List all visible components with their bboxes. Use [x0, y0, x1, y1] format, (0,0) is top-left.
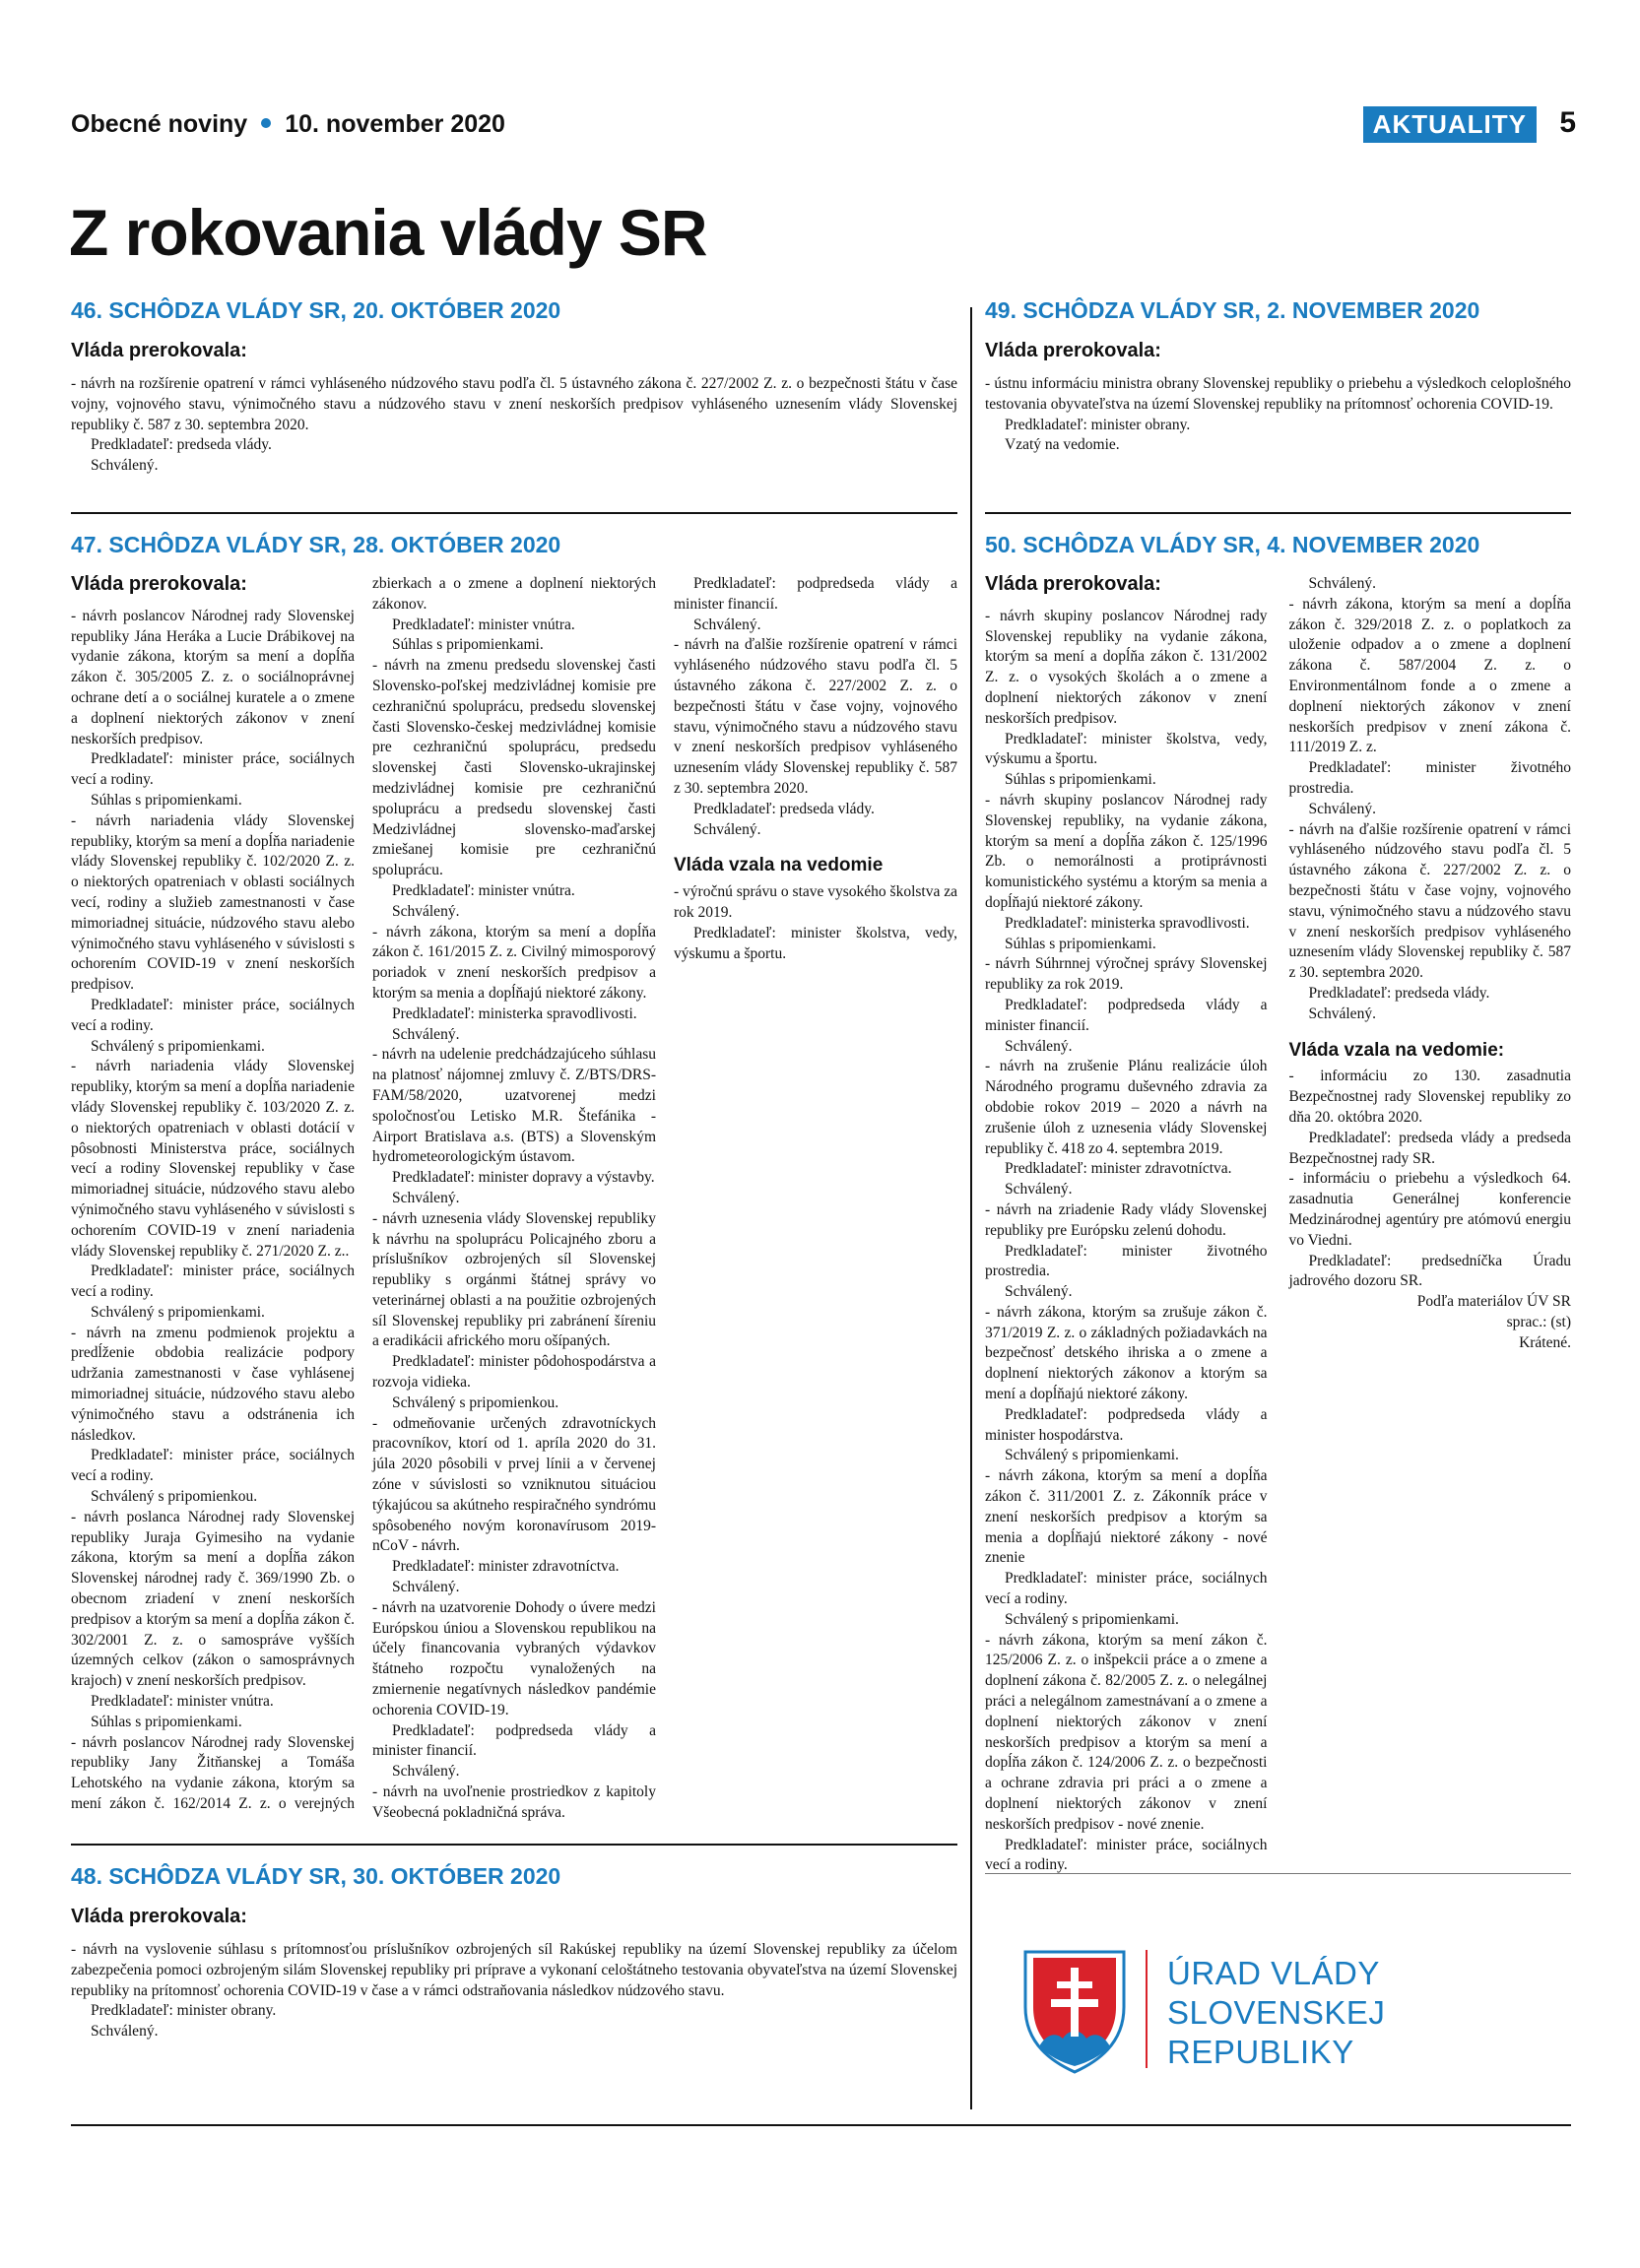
- session-text-noted: [1289, 1067, 1572, 1292]
- text-paragraph: sprac.: (st): [1506, 1313, 1571, 1330]
- subheading: Vláda prerokovala:: [985, 573, 1161, 595]
- divider: [71, 1844, 957, 1846]
- text-paragraph: - návrh Súhrnnej výročnej správy Slovenskej republiky za rok 2019.: [985, 955, 1268, 994]
- slovak-coat-of-arms-icon: [1019, 1948, 1130, 2074]
- session-text: [71, 374, 957, 477]
- text-paragraph: Schválený.: [392, 1189, 460, 1206]
- text-paragraph: Predkladateľ: minister práce, sociálnych vecí a rodiny.: [71, 996, 355, 1034]
- text-paragraph: Predkladateľ: ministerka spravodlivosti.: [1005, 914, 1250, 932]
- text-paragraph: Súhlas s pripomienkami.: [1005, 935, 1156, 952]
- text-paragraph: Predkladateľ: minister zdravotníctva.: [392, 1558, 620, 1576]
- text-paragraph: - návrh na zmenu predsedu slovenskej časti Slovensko-poľskej medzivládnej komisie pre cezhraničnú spoluprácu, predsedu slovenskej časti Slovensko-českej medzivládnej komisie pre cezhraničnú spoluprácu, predsedu slovenskej časti Slovensko-ukrajinskej medzivládnej komisie pre cezhraničnú spoluprácu a predsedu slovenskej časti Medzivládnej slovensko-maďarskej zmiešanej komisie pre cezhraničnú spoluprácu.: [372, 657, 656, 879]
- text-paragraph: - návrh na ďalšie rozšírenie opatrení v rámci vyhláseného núdzového stavu podľa čl. 5 ústavného zákona č. 227/2002 Z. z. o bezpečnosti štátu v čase vojny, vojnového stavu, výnimočného stavu a núdzového stavu v znení neskorších predpisov vyhláseného uznesením vlády Slovenskej republiky č. 587 z 30. septembra 2020.: [674, 636, 957, 797]
- session-text: [71, 574, 957, 1845]
- page-number: 5: [1559, 106, 1576, 139]
- text-paragraph: Predkladateľ: minister dopravy a výstavby.: [392, 1169, 655, 1187]
- text-paragraph: - návrh na zrušenie Plánu realizácie úloh Národného programu duševného zdravia za obdobie rokov 2019 – 2020 a návrh na zrušenie úloh z uznesenia vlády Slovenskej republiky č. 418 zo 4. septembra 2019.: [985, 1058, 1268, 1157]
- text-paragraph: - návrh na uvoľnenie prostriedkov z kapitoly Všeobecná pokladničná správa.: [372, 1783, 656, 1821]
- text-paragraph: - návrh uznesenia vlády Slovenskej republiky k návrhu na spoluprácu Policajného zboru a príslušníkov ozbrojených síl Slovenskej republiky s orgánmi štátnej správy vo veterinárnej oblasti a na použitie ozbrojených síl Slovenskej republiky pri zabránení šíreniu a eradikácii afrického moru ošípaných.: [372, 1209, 656, 1350]
- text-paragraph: Predkladateľ: minister školstva, vedy, výskumu a športu.: [985, 730, 1268, 768]
- text-paragraph: Predkladateľ: minister práce, sociálnych vecí a rodiny.: [985, 1570, 1268, 1608]
- subheading: Vláda prerokovala:: [71, 340, 247, 361]
- text-paragraph: Predkladateľ: minister vnútra.: [392, 616, 575, 633]
- session-50: [985, 532, 1571, 1884]
- text-paragraph: Schválený.: [1005, 1181, 1073, 1199]
- text-paragraph: - návrh zákona, ktorým sa zrušuje zákon č. 371/2019 Z. z. o základných požiadavkách na bezpečnosť detského ihriska a o zmene a doplnení niektorých zákonov a ktorým sa mení a dopĺňajú niektoré zákony.: [985, 1303, 1268, 1403]
- text-paragraph: Schválený s pripomienkou.: [91, 1488, 258, 1506]
- text-paragraph: Schválený s pripomienkami.: [1005, 1610, 1179, 1628]
- text-paragraph: - návrh zákona, ktorým sa mení a dopĺňa zákon č. 329/2018 Z. z. o poplatkoch za uloženie odpadov a o zmene a doplnení zákona č. 587/2004 Z. z. o Environmentálnom fonde a o zmene a doplnení niektorých zákonov v znení neskorších predpisov v znení zákona č. 111/2019 Z. z.: [1288, 595, 1571, 756]
- text-paragraph: Súhlas s pripomienkami.: [392, 636, 544, 654]
- text-paragraph: - návrh na ďalšie rozšírenie opatrení v rámci vyhláseného núdzového stavu podľa čl. 5 ústavného zákona č. 227/2002 Z. z. o bezpečnosti štátu v čase vojny, vojnového stavu, výnimočného stavu a núdzového stavu v znení neskorších predpisov vyhláseného uznesením vlády Slovenskej republiky č. 587 z 30. septembra 2020.: [1288, 820, 1571, 982]
- text-paragraph: Predkladateľ: predseda vlády a predseda Bezpečnostnej rady SR.: [1288, 1129, 1571, 1167]
- newspaper-name: Obecné noviny: [71, 110, 248, 138]
- column-divider: [970, 307, 972, 2109]
- text-paragraph: - návrh zákona, ktorým sa mení zákon č. 125/2006 Z. z. o inšpekcii práce a o zmene a doplnení zákona č. 82/2005 Z. z. o nelegálnej práci a nelegálnom zamestnávaní a o zmene a doplnení niektorých zákonov v znení neskorších predpisov a ktorým sa mení a dopĺňa zákon č. 124/2006 Z. z. o bezpečnosti a ochrane zdravia pri práci a o zmene a doplnení niektorých zákonov v znení neskorších predpisov - nové znenie.: [985, 1631, 1268, 1833]
- text-paragraph: - návrh nariadenia vlády Slovenskej republiky, ktorým sa mení a dopĺňa nariadenie vlády Slovenskej republiky č. 103/2020 Z. z. o niektorých opatreniach v oblasti dotácií v pôsobnosti Ministerstva práce, sociálnych vecí a rodiny Slovenskej republiky v čase mimoriadnej situácie, núdzového stavu alebo výnimočného stavu vyhláseného v súvislosti s ochorením COVID-19 v znení nariadenia vlády Slovenskej republiky č. 271/2020 Z. z..: [71, 1058, 355, 1260]
- text-paragraph: Predkladateľ: minister práce, sociálnych vecí a rodiny.: [71, 1263, 355, 1301]
- text-paragraph: Predkladateľ: minister vnútra.: [91, 1693, 274, 1711]
- session-text: [71, 1940, 957, 2042]
- session-text-noted: [674, 882, 957, 964]
- session-heading: 50. SCHÔDZA VLÁDY SR, 4. NOVEMBER 2020: [985, 532, 1480, 557]
- text-paragraph: Predkladateľ: ministerka spravodlivosti.: [392, 1004, 637, 1022]
- text-paragraph: Predkladateľ: minister životného prostredia.: [1288, 759, 1571, 797]
- text-paragraph: Predkladateľ: predsedníčka Úradu jadrového dozoru SR.: [1288, 1252, 1571, 1290]
- text-paragraph: Schválený s pripomienkami.: [91, 1037, 265, 1055]
- divider: [985, 512, 1571, 514]
- text-paragraph: - informáciu o priebehu a výsledkoch 64. zasadnutia Generálnej konferencie Medzinárodnej agentúry pre atómovú energiu vo Viedni.: [1288, 1170, 1571, 1249]
- text-paragraph: Schválený.: [1308, 1004, 1376, 1022]
- subheading-noted: Vláda vzala na vedomie:: [1288, 1039, 1505, 1061]
- session-47: [71, 532, 957, 1845]
- text-paragraph: - návrh poslancov Národnej rady Slovenskej republiky Jána Heráka a Lucie Drábikovej na vydanie zákona, ktorým sa mení a dopĺňa zákon č. 305/2005 Z. z. o sociálnoprávnej ochrane detí a o sociálnej kuratele a o zmene a doplnení niektorých zákonov v znení neskorších predpisov.: [71, 607, 355, 747]
- text-paragraph: Predkladateľ: predseda vlády.: [91, 436, 272, 454]
- text-paragraph: Schválený.: [1005, 1037, 1073, 1055]
- text-paragraph: - návrh na rozšírenie opatrení v rámci vyhláseného núdzového stavu podľa čl. 5 ústavného zákona č. 227/2002 Z. z. o bezpečnosti štátu v čase vojny, vojnového stavu, výnimočného stavu a núdzového stavu v znení neskorších predpisov vyhláseného uznesením vlády Slovenskej republiky č. 587 z 30. septembra 2020.: [71, 375, 957, 433]
- text-paragraph: - návrh zákona, ktorým sa mení a dopĺňa zákon č. 161/2015 Z. z. Civilný mimosporový poriadok v znení neskorších predpisov a ktorým sa menia a dopĺňajú niektoré zákony.: [372, 923, 656, 1002]
- session-heading: 48. SCHÔDZA VLÁDY SR, 30. OKTÓBER 2020: [71, 1863, 561, 1889]
- bullet-icon: [261, 118, 271, 128]
- subheading: Vláda prerokovala:: [985, 340, 1161, 361]
- text-paragraph: Predkladateľ: podpredseda vlády a minister financií.: [372, 1721, 656, 1760]
- text-paragraph: Predkladateľ: podpredseda vlády a minister financií.: [674, 575, 957, 613]
- session-49: [985, 297, 1571, 456]
- text-paragraph: Predkladateľ: minister zdravotníctva.: [1005, 1160, 1232, 1178]
- logo-line-1: ÚRAD VLÁDY: [1167, 1955, 1380, 1991]
- text-paragraph: - návrh skupiny poslancov Národnej rady Slovenskej republiky na vydanie zákona, ktorým sa mení a dopĺňa zákon č. 131/2002 Z. z. o vysokých školách a o zmene a doplnení niektorých zákonov v znení neskorších predpisov.: [985, 607, 1268, 727]
- session-heading: 46. SCHÔDZA VLÁDY SR, 20. OKTÓBER 2020: [71, 297, 561, 323]
- credits: [1289, 1292, 1572, 1353]
- logo-separator: [1146, 1950, 1148, 2068]
- text-paragraph: - odmeňovanie určených zdravotníckych pracovníkov, ktorí od 1. apríla 2020 do 31. júla 2020 pôsobili v prvej línii a v červenej zóne v súvislosti so vzniknutou situáciou týkajúcou sa akútneho respiračného syndrómu spôsobeného novým koronavírusom 2019-nCoV - návrh.: [372, 1414, 656, 1555]
- logo-text: [1167, 1954, 1571, 2072]
- text-paragraph: - návrh na vyslovenie súhlasu s prítomnosťou príslušníkov ozbrojených síl Rakúskej republiky na území Slovenskej republiky za účelom zabezpečenia pomoci ozbrojeným silám Slovenskej republiky pri príprave a vykonaní celoštátneho testovania obyvateľstva na území Slovenskej republiky na prítomnosť ochorenia COVID-19 v čase a v rámci odstraňovania následkov núdzového stavu.: [71, 1941, 957, 1999]
- bottom-rule: [71, 2124, 1571, 2126]
- text-paragraph: Krátené.: [1519, 1333, 1571, 1351]
- session-heading: 47. SCHÔDZA VLÁDY SR, 28. OKTÓBER 2020: [71, 532, 561, 557]
- text-paragraph: - návrh poslancov Národnej rady Slovenskej republiky Jany Žitňanskej a Tomáša Lehotského na vydanie zákona, ktorým sa mení zákon č. 162/2014 Z. z. o verejných zbierkach a o zmene a doplnení niektorých zákonov.: [71, 575, 656, 1813]
- text-paragraph: Predkladateľ: podpredseda vlády a minister financií.: [985, 996, 1268, 1034]
- text-paragraph: Predkladateľ: minister obrany.: [91, 2002, 277, 2020]
- session-columns: [985, 574, 1571, 1884]
- session-48: [71, 1863, 957, 2042]
- session-heading: 49. SCHÔDZA VLÁDY SR, 2. NOVEMBER 2020: [985, 297, 1480, 323]
- text-paragraph: - ústnu informáciu ministra obrany Slovenskej republiky o priebehu a výsledkoch celoplošného testovania obyvateľstva na území Slovenskej republiky na prítomnosť ochorenia COVID-19.: [985, 375, 1571, 413]
- text-paragraph: Schválený.: [1005, 1283, 1073, 1301]
- text-paragraph: Schválený.: [1308, 575, 1376, 592]
- text-paragraph: Schválený s pripomienkou.: [392, 1393, 559, 1411]
- text-paragraph: Predkladateľ: minister pôdohospodárstva a rozvoja vidieka.: [372, 1353, 656, 1392]
- text-paragraph: Súhlas s pripomienkami.: [91, 1713, 242, 1730]
- text-paragraph: Predkladateľ: minister práce, sociálnych vecí a rodiny.: [71, 750, 355, 789]
- logo-line-2: SLOVENSKEJ REPUBLIKY: [1167, 1994, 1386, 2070]
- text-paragraph: Schválený.: [392, 902, 460, 920]
- page-header: [71, 106, 1576, 150]
- text-paragraph: - návrh na zmenu podmienok projektu a predĺženie obdobia realizácie podpory udržania zamestnanosti v čase vyhlásenej mimoriadnej situácie, núdzového stavu alebo výnimočného stavu a odstránenia ich následkov.: [71, 1324, 355, 1444]
- text-paragraph: - návrh na udelenie predchádzajúceho súhlasu na platnosť nájomnej zmluvy č. Z/BTS/DRS-FAM/58/2020, uzatvorenej medzi spoločnosťou Letisko M.R. Štefánika - Airport Bratislava a.s. (BTS) a Slovenským hydrometeorologickým ústavom.: [372, 1046, 656, 1166]
- text-paragraph: Súhlas s pripomienkami.: [1005, 771, 1156, 789]
- text-paragraph: - návrh zákona, ktorým sa mení a dopĺňa zákon č. 311/2001 Z. z. Zákonník práce v znení neskorších predpisov a ktorým sa menia a dopĺňajú niektoré zákony - nové znenie: [985, 1467, 1268, 1567]
- text-paragraph: Podľa materiálov ÚV SR: [1416, 1293, 1571, 1311]
- text-paragraph: Schválený.: [693, 820, 761, 838]
- text-paragraph: Predkladateľ: minister životného prostredia.: [985, 1242, 1268, 1280]
- header-left: [71, 110, 505, 139]
- text-paragraph: Schválený.: [392, 1763, 460, 1781]
- text-paragraph: Predkladateľ: predseda vlády.: [693, 800, 875, 817]
- text-paragraph: Schválený.: [693, 616, 761, 633]
- page-title: Z rokovania vlády SR: [69, 196, 707, 269]
- text-paragraph: - návrh nariadenia vlády Slovenskej republiky, ktorým sa mení a dopĺňa nariadenie vlády Slovenskej republiky č. 102/2020 Z. z. o niektorých opatreniach v oblasti sociálnych vecí, rodiny a služieb zamestnanosti v čase mimoriadnej situácie, núdzového stavu alebo výnimočného stavu vyhláseného v súvislosti s ochorením COVID-19 v znení neskorších predpisov.: [71, 811, 355, 994]
- text-paragraph: Schválený.: [392, 1579, 460, 1596]
- text-paragraph: Súhlas s pripomienkami.: [91, 791, 242, 809]
- divider: [71, 512, 957, 514]
- text-paragraph: Schválený s pripomienkami.: [1005, 1447, 1179, 1464]
- session-columns: [71, 574, 957, 1845]
- text-paragraph: Vzatý na vedomie.: [1005, 436, 1120, 454]
- text-paragraph: Schválený s pripomienkami.: [91, 1303, 265, 1321]
- text-paragraph: - návrh poslanca Národnej rady Slovenskej republiky Juraja Gyimesiho na vydanie zákona, ktorým sa mení a dopĺňa zákon Slovenskej národnej rady č. 369/1990 Zb. o obecnom zriadení v znení neskorších predpisov a ktorým sa mení a dopĺňa zákon č. 302/2001 Z. z. o samospráve vyšších územných celkov (zákon o samosprávnych krajoch) v znení neskorších predpisov.: [71, 1508, 355, 1690]
- subheading: Vláda prerokovala:: [71, 1906, 247, 1927]
- text-paragraph: Predkladateľ: podpredseda vlády a minister hospodárstva.: [985, 1405, 1268, 1444]
- text-paragraph: Predkladateľ: minister školstva, vedy, výskumu a športu.: [674, 924, 957, 962]
- text-paragraph: Schválený.: [392, 1025, 460, 1043]
- text-paragraph: Predkladateľ: minister obrany.: [1005, 416, 1191, 433]
- text-paragraph: Predkladateľ: predseda vlády.: [1308, 984, 1490, 1002]
- text-paragraph: - informáciu zo 130. zasadnutia Bezpečnostnej rady Slovenskej republiky zo dňa 20. októbra 2020.: [1288, 1068, 1571, 1126]
- section-label: AKTUALITY: [1363, 106, 1537, 143]
- issue-date: 10. november 2020: [285, 110, 505, 138]
- text-paragraph: - návrh na uzatvorenie Dohody o úvere medzi Európskou úniou a Slovenskou republikou na účely financovania vybraných výdavkov štátneho rozpočtu vynaložených na zmiernenie negatívnych následkov pandémie ochorenia COVID-19.: [372, 1598, 656, 1718]
- text-paragraph: - návrh skupiny poslancov Národnej rady Slovenskej republiky, na vydanie zákona, ktorým sa mení a dopĺňa zákon č. 125/1996 Zb. o nemorálnosti a protiprávnosti komunistického systému a ktorým sa menia a dopĺňajú niektoré zákony.: [985, 791, 1268, 911]
- subheading: Vláda prerokovala:: [71, 573, 247, 595]
- text-paragraph: Predkladateľ: minister práce, sociálnych vecí a rodiny.: [985, 1836, 1268, 1874]
- subheading-noted: Vláda vzala na vedomie: [674, 855, 884, 876]
- text-paragraph: - výročnú správu o stave vysokého školstva za rok 2019.: [674, 883, 957, 921]
- text-paragraph: - návrh na zriadenie Rady vlády Slovenskej republiky pre Európsku zelenú dohodu.: [985, 1200, 1268, 1239]
- text-paragraph: Schválený.: [1308, 800, 1376, 817]
- text-paragraph: Predkladateľ: minister práce, sociálnych vecí a rodiny.: [71, 1447, 355, 1485]
- session-text: [985, 374, 1571, 456]
- text-paragraph: Schválený.: [91, 457, 159, 475]
- session-46: [71, 297, 957, 477]
- government-office-logo: [1019, 1948, 1571, 2086]
- text-paragraph: Predkladateľ: minister vnútra.: [392, 881, 575, 899]
- divider: [985, 1873, 1571, 1874]
- text-paragraph: Schválený.: [91, 2023, 159, 2041]
